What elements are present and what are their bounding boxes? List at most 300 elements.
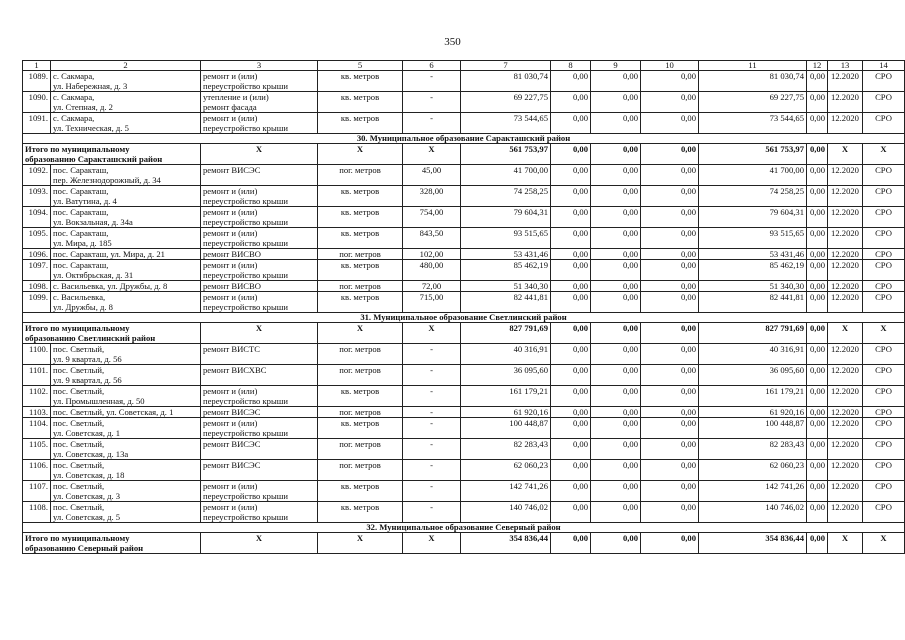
cell-x: X	[201, 323, 318, 344]
cell-value: 0,00	[591, 281, 641, 292]
cell-value: 0,00	[551, 407, 591, 418]
cell-unit: кв. метров	[318, 186, 403, 207]
column-number-row	[23, 61, 905, 71]
cell-value: 0,00	[641, 533, 699, 554]
cell-date: 12.2020	[828, 228, 863, 249]
cell-value: 0,00	[807, 502, 828, 523]
address-line: пос. Светлый,	[53, 344, 105, 354]
cell-source: СРО	[863, 502, 905, 523]
table-row	[23, 71, 905, 92]
cell-quantity: 328,00	[403, 186, 461, 207]
cell-value: 0,00	[807, 533, 828, 554]
cell-value: 0,00	[807, 292, 828, 313]
cell-date: 12.2020	[828, 481, 863, 502]
cell-source: СРО	[863, 460, 905, 481]
cell-value: 0,00	[807, 186, 828, 207]
work-type-line: ремонт и (или)	[203, 113, 258, 123]
cell-source: СРО	[863, 71, 905, 92]
cell-value: 0,00	[807, 365, 828, 386]
address-line: ул. Советская, д. 3	[53, 491, 121, 501]
cell-x: X	[863, 144, 905, 165]
cell-number: 1101.	[23, 365, 51, 386]
cell-number: 1092.	[23, 165, 51, 186]
cell-work-type	[201, 165, 318, 186]
cell-work-type	[201, 502, 318, 523]
cell-address	[51, 71, 201, 92]
cell-unit: кв. метров	[318, 481, 403, 502]
table-row	[23, 460, 905, 481]
total-label	[23, 533, 201, 554]
section-header-row	[23, 523, 905, 533]
cell-x: X	[863, 533, 905, 554]
cell-number: 1104.	[23, 418, 51, 439]
cell-work-type	[201, 292, 318, 313]
cell-value: 0,00	[807, 418, 828, 439]
cell-value: 0,00	[551, 249, 591, 260]
cell-value: 0,00	[591, 207, 641, 228]
repair-program-table	[22, 60, 905, 554]
table-row	[23, 292, 905, 313]
cell-source: СРО	[863, 386, 905, 407]
total-row	[23, 144, 905, 165]
work-type-line: ремонт фасада	[203, 102, 257, 112]
cell-value: 0,00	[551, 186, 591, 207]
cell-value: 0,00	[551, 71, 591, 92]
cell-cost: 82 283,43	[461, 439, 551, 460]
cell-value: 0,00	[807, 249, 828, 260]
address-line: пос. Светлый,	[53, 481, 105, 491]
cell-number: 1099.	[23, 292, 51, 313]
cell-value: 0,00	[591, 386, 641, 407]
cell-total: 93 515,65	[699, 228, 807, 249]
cell-date: 12.2020	[828, 502, 863, 523]
column-header: 9	[591, 61, 641, 71]
cell-quantity: -	[403, 92, 461, 113]
cell-x: X	[201, 533, 318, 554]
cell-cost: 74 258,25	[461, 186, 551, 207]
cell-total: 82 283,43	[699, 439, 807, 460]
cell-total: 81 030,74	[699, 71, 807, 92]
total-label-line: образованию Северный район	[25, 543, 144, 553]
column-header: 3	[201, 61, 318, 71]
cell-value: 0,00	[591, 249, 641, 260]
cell-date: 12.2020	[828, 281, 863, 292]
table-row	[23, 365, 905, 386]
table-row	[23, 481, 905, 502]
cell-value: 0,00	[551, 418, 591, 439]
cell-unit: кв. метров	[318, 418, 403, 439]
cell-cost: 100 448,87	[461, 418, 551, 439]
cell-unit: кв. метров	[318, 292, 403, 313]
work-type-line: ремонт ВИСТС	[203, 344, 261, 354]
cell-quantity: -	[403, 71, 461, 92]
cell-value: 0,00	[641, 386, 699, 407]
cell-unit: кв. метров	[318, 228, 403, 249]
cell-value: 0,00	[807, 260, 828, 281]
cell-cost: 36 095,60	[461, 365, 551, 386]
cell-value: 0,00	[551, 481, 591, 502]
cell-address	[51, 228, 201, 249]
cell-value: 0,00	[551, 344, 591, 365]
total-label-line: образованию Саракташский район	[25, 154, 163, 164]
address-line: пос. Саракташ,	[53, 207, 109, 217]
cell-value: 0,00	[551, 260, 591, 281]
cell-total: 61 920,16	[699, 407, 807, 418]
cell-work-type	[201, 186, 318, 207]
address-line: пос. Саракташ,	[53, 228, 109, 238]
cell-date: 12.2020	[828, 407, 863, 418]
cell-address	[51, 407, 201, 418]
cell-total: 100 448,87	[699, 418, 807, 439]
cell-source: СРО	[863, 407, 905, 418]
cell-cost: 82 441,81	[461, 292, 551, 313]
cell-value: 0,00	[551, 386, 591, 407]
total-row	[23, 533, 905, 554]
cell-x: X	[318, 323, 403, 344]
cell-cost: 161 179,21	[461, 386, 551, 407]
work-type-line: переустройство крыши	[203, 238, 288, 248]
cell-address	[51, 260, 201, 281]
cell-address	[51, 418, 201, 439]
cell-total: 79 604,31	[699, 207, 807, 228]
cell-unit: пог. метров	[318, 281, 403, 292]
work-type-line: переустройство крыши	[203, 512, 288, 522]
cell-quantity: 72,00	[403, 281, 461, 292]
work-type-line: ремонт ВИСХВС	[203, 365, 267, 375]
cell-value: 0,00	[641, 92, 699, 113]
cell-date: 12.2020	[828, 207, 863, 228]
address-line: с. Сакмара,	[53, 92, 95, 102]
cell-unit: кв. метров	[318, 260, 403, 281]
cell-x: X	[201, 144, 318, 165]
work-type-line: ремонт и (или)	[203, 186, 258, 196]
address-line: ул. Советская, д. 13а	[53, 449, 129, 459]
address-line: пос. Светлый,	[53, 460, 105, 470]
cell-total: 53 431,46	[699, 249, 807, 260]
address-line: пос. Светлый,	[53, 439, 105, 449]
cell-quantity: -	[403, 344, 461, 365]
cell-unit: кв. метров	[318, 113, 403, 134]
address-line: ул. Набережная, д. 3	[53, 81, 128, 91]
cell-value: 0,00	[641, 481, 699, 502]
cell-address	[51, 281, 201, 292]
table-row	[23, 439, 905, 460]
cell-value: 0,00	[591, 533, 641, 554]
cell-unit: пог. метров	[318, 365, 403, 386]
cell-source: СРО	[863, 281, 905, 292]
cell-value: 0,00	[551, 113, 591, 134]
cell-unit: пог. метров	[318, 165, 403, 186]
cell-value: 0,00	[641, 113, 699, 134]
cell-quantity: 754,00	[403, 207, 461, 228]
total-label-line: Итого по муниципальному	[25, 323, 130, 333]
cell-number: 1090.	[23, 92, 51, 113]
address-line: пос. Саракташ,	[53, 186, 109, 196]
cell-value: 0,00	[591, 144, 641, 165]
cell-total: 40 316,91	[699, 344, 807, 365]
cell-value: 0,00	[641, 418, 699, 439]
cell-address	[51, 249, 201, 260]
cell-number: 1095.	[23, 228, 51, 249]
cell-cost: 51 340,30	[461, 281, 551, 292]
cell-value: 0,00	[807, 386, 828, 407]
address-line: ул. Советская, д. 18	[53, 470, 125, 480]
cell-quantity: -	[403, 113, 461, 134]
cell-value: 0,00	[551, 207, 591, 228]
work-type-line: ремонт и (или)	[203, 228, 258, 238]
cell-value: 0,00	[641, 207, 699, 228]
cell-work-type	[201, 407, 318, 418]
cell-x: X	[828, 323, 863, 344]
cell-value: 0,00	[591, 439, 641, 460]
cell-cost: 73 544,65	[461, 113, 551, 134]
cell-value: 0,00	[551, 365, 591, 386]
work-type-line: ремонт ВИСЭС	[203, 165, 261, 175]
cell-date: 12.2020	[828, 113, 863, 134]
cell-address	[51, 165, 201, 186]
address-line: ул. Ватутина, д. 4	[53, 196, 117, 206]
cell-address	[51, 460, 201, 481]
column-header: 2	[51, 61, 201, 71]
cell-source: СРО	[863, 439, 905, 460]
cell-value: 0,00	[591, 292, 641, 313]
cell-total: 85 462,19	[699, 260, 807, 281]
cell-unit: кв. метров	[318, 386, 403, 407]
cell-date: 12.2020	[828, 344, 863, 365]
cell-value: 0,00	[591, 228, 641, 249]
cell-value: 0,00	[641, 165, 699, 186]
cell-date: 12.2020	[828, 386, 863, 407]
cell-date: 12.2020	[828, 92, 863, 113]
cell-unit: пог. метров	[318, 407, 403, 418]
cell-cost: 79 604,31	[461, 207, 551, 228]
cell-value: 0,00	[551, 281, 591, 292]
cell-unit: кв. метров	[318, 207, 403, 228]
cell-cost: 85 462,19	[461, 260, 551, 281]
work-type-line: ремонт и (или)	[203, 260, 258, 270]
cell-number: 1094.	[23, 207, 51, 228]
cell-date: 12.2020	[828, 249, 863, 260]
cell-cost: 69 227,75	[461, 92, 551, 113]
cell-x: X	[318, 144, 403, 165]
total-label	[23, 144, 201, 165]
cell-value: 0,00	[641, 292, 699, 313]
table-row	[23, 281, 905, 292]
cell-number: 1100.	[23, 344, 51, 365]
cell-x: X	[828, 144, 863, 165]
cell-total: 69 227,75	[699, 92, 807, 113]
column-header: 12	[807, 61, 828, 71]
cell-value: 0,00	[551, 439, 591, 460]
column-header: 13	[828, 61, 863, 71]
cell-date: 12.2020	[828, 260, 863, 281]
cell-value: 0,00	[641, 281, 699, 292]
work-type-line: ремонт и (или)	[203, 71, 258, 81]
section-header-row	[23, 313, 905, 323]
cell-source: СРО	[863, 165, 905, 186]
cell-value: 0,00	[807, 281, 828, 292]
cell-total: 354 836,44	[699, 533, 807, 554]
cell-total: 36 095,60	[699, 365, 807, 386]
table-body	[23, 71, 905, 554]
address-line: ул. Дружбы, д. 8	[53, 302, 113, 312]
address-line: ул. Октябрьская, д. 31	[53, 270, 134, 280]
cell-cost: 142 741,26	[461, 481, 551, 502]
address-line: ул. Степная, д. 2	[53, 102, 113, 112]
cell-source: СРО	[863, 207, 905, 228]
work-type-line: переустройство крыши	[203, 123, 288, 133]
cell-value: 0,00	[641, 439, 699, 460]
cell-value: 0,00	[591, 92, 641, 113]
cell-quantity: -	[403, 365, 461, 386]
table-row	[23, 165, 905, 186]
cell-value: 0,00	[591, 165, 641, 186]
total-label-line: Итого по муниципальному	[25, 533, 130, 543]
cell-value: 0,00	[641, 71, 699, 92]
work-type-line: переустройство крыши	[203, 491, 288, 501]
cell-total: 161 179,21	[699, 386, 807, 407]
cell-quantity: 843,50	[403, 228, 461, 249]
cell-work-type	[201, 418, 318, 439]
address-line: с. Сакмара,	[53, 113, 95, 123]
work-type-line: ремонт ВИСЭС	[203, 460, 261, 470]
work-type-line: переустройство крыши	[203, 196, 288, 206]
cell-work-type	[201, 207, 318, 228]
cell-work-type	[201, 92, 318, 113]
cell-source: СРО	[863, 186, 905, 207]
cell-quantity: 102,00	[403, 249, 461, 260]
cell-total: 51 340,30	[699, 281, 807, 292]
cell-cost: 62 060,23	[461, 460, 551, 481]
address-line: с. Васильевка, ул. Дружбы, д. 8	[53, 281, 168, 291]
work-type-line: переустройство крыши	[203, 396, 288, 406]
cell-work-type	[201, 228, 318, 249]
cell-value: 0,00	[551, 292, 591, 313]
cell-address	[51, 439, 201, 460]
cell-value: 0,00	[807, 439, 828, 460]
work-type-line: переустройство крыши	[203, 270, 288, 280]
cell-quantity: 480,00	[403, 260, 461, 281]
cell-value: 0,00	[591, 323, 641, 344]
cell-cost: 41 700,00	[461, 165, 551, 186]
cell-work-type	[201, 249, 318, 260]
address-line: ул. Вокзальная, д. 34а	[53, 217, 133, 227]
work-type-line: ремонт и (или)	[203, 207, 258, 217]
cell-source: СРО	[863, 365, 905, 386]
cell-x: X	[863, 323, 905, 344]
cell-date: 12.2020	[828, 365, 863, 386]
cell-unit: пог. метров	[318, 460, 403, 481]
cell-work-type	[201, 71, 318, 92]
address-line: пос. Саракташ, ул. Мира, д. 21	[53, 249, 165, 259]
cell-value: 0,00	[591, 502, 641, 523]
total-label	[23, 323, 201, 344]
column-header: 11	[699, 61, 807, 71]
cell-date: 12.2020	[828, 418, 863, 439]
cell-total: 561 753,97	[699, 144, 807, 165]
cell-cost: 93 515,65	[461, 228, 551, 249]
cell-number: 1089.	[23, 71, 51, 92]
cell-value: 0,00	[591, 113, 641, 134]
cell-cost: 561 753,97	[461, 144, 551, 165]
cell-number: 1106.	[23, 460, 51, 481]
address-line: ул. Техническая, д. 5	[53, 123, 129, 133]
cell-source: СРО	[863, 228, 905, 249]
cell-quantity: 715,00	[403, 292, 461, 313]
cell-value: 0,00	[591, 460, 641, 481]
cell-value: 0,00	[807, 344, 828, 365]
table-row	[23, 260, 905, 281]
cell-total: 62 060,23	[699, 460, 807, 481]
cell-address	[51, 292, 201, 313]
column-header: 10	[641, 61, 699, 71]
cell-value: 0,00	[591, 344, 641, 365]
work-type-line: ремонт и (или)	[203, 481, 258, 491]
work-type-line: переустройство крыши	[203, 81, 288, 91]
cell-value: 0,00	[551, 502, 591, 523]
cell-number: 1093.	[23, 186, 51, 207]
cell-unit: пог. метров	[318, 344, 403, 365]
column-header: 5	[318, 61, 403, 71]
cell-number: 1107.	[23, 481, 51, 502]
cell-date: 12.2020	[828, 292, 863, 313]
cell-date: 12.2020	[828, 460, 863, 481]
cell-address	[51, 481, 201, 502]
cell-value: 0,00	[591, 260, 641, 281]
cell-value: 0,00	[551, 144, 591, 165]
cell-source: СРО	[863, 418, 905, 439]
cell-quantity: -	[403, 418, 461, 439]
cell-total: 73 544,65	[699, 113, 807, 134]
column-header: 14	[863, 61, 905, 71]
table-row	[23, 228, 905, 249]
cell-source: СРО	[863, 481, 905, 502]
cell-unit: пог. метров	[318, 249, 403, 260]
cell-source: СРО	[863, 92, 905, 113]
address-line: пос. Светлый,	[53, 386, 105, 396]
cell-cost: 81 030,74	[461, 71, 551, 92]
column-header: 8	[551, 61, 591, 71]
cell-value: 0,00	[807, 228, 828, 249]
cell-quantity: -	[403, 439, 461, 460]
address-line: ул. 9 квартал, д. 56	[53, 375, 122, 385]
cell-value: 0,00	[591, 186, 641, 207]
cell-work-type	[201, 365, 318, 386]
cell-cost: 827 791,69	[461, 323, 551, 344]
work-type-line: ремонт ВИСВО	[203, 281, 261, 291]
work-type-line: ремонт и (или)	[203, 386, 258, 396]
cell-date: 12.2020	[828, 186, 863, 207]
cell-total: 140 746,02	[699, 502, 807, 523]
cell-unit: пог. метров	[318, 439, 403, 460]
cell-quantity: -	[403, 460, 461, 481]
cell-x: X	[403, 144, 461, 165]
cell-number: 1105.	[23, 439, 51, 460]
cell-date: 12.2020	[828, 71, 863, 92]
cell-value: 0,00	[551, 228, 591, 249]
cell-work-type	[201, 113, 318, 134]
cell-address	[51, 502, 201, 523]
cell-value: 0,00	[551, 533, 591, 554]
cell-value: 0,00	[807, 113, 828, 134]
address-line: ул. Советская, д. 5	[53, 512, 121, 522]
address-line: ул. Промышленная, д. 50	[53, 396, 145, 406]
cell-date: 12.2020	[828, 439, 863, 460]
cell-value: 0,00	[591, 365, 641, 386]
cell-value: 0,00	[641, 344, 699, 365]
table-row	[23, 502, 905, 523]
cell-total: 41 700,00	[699, 165, 807, 186]
